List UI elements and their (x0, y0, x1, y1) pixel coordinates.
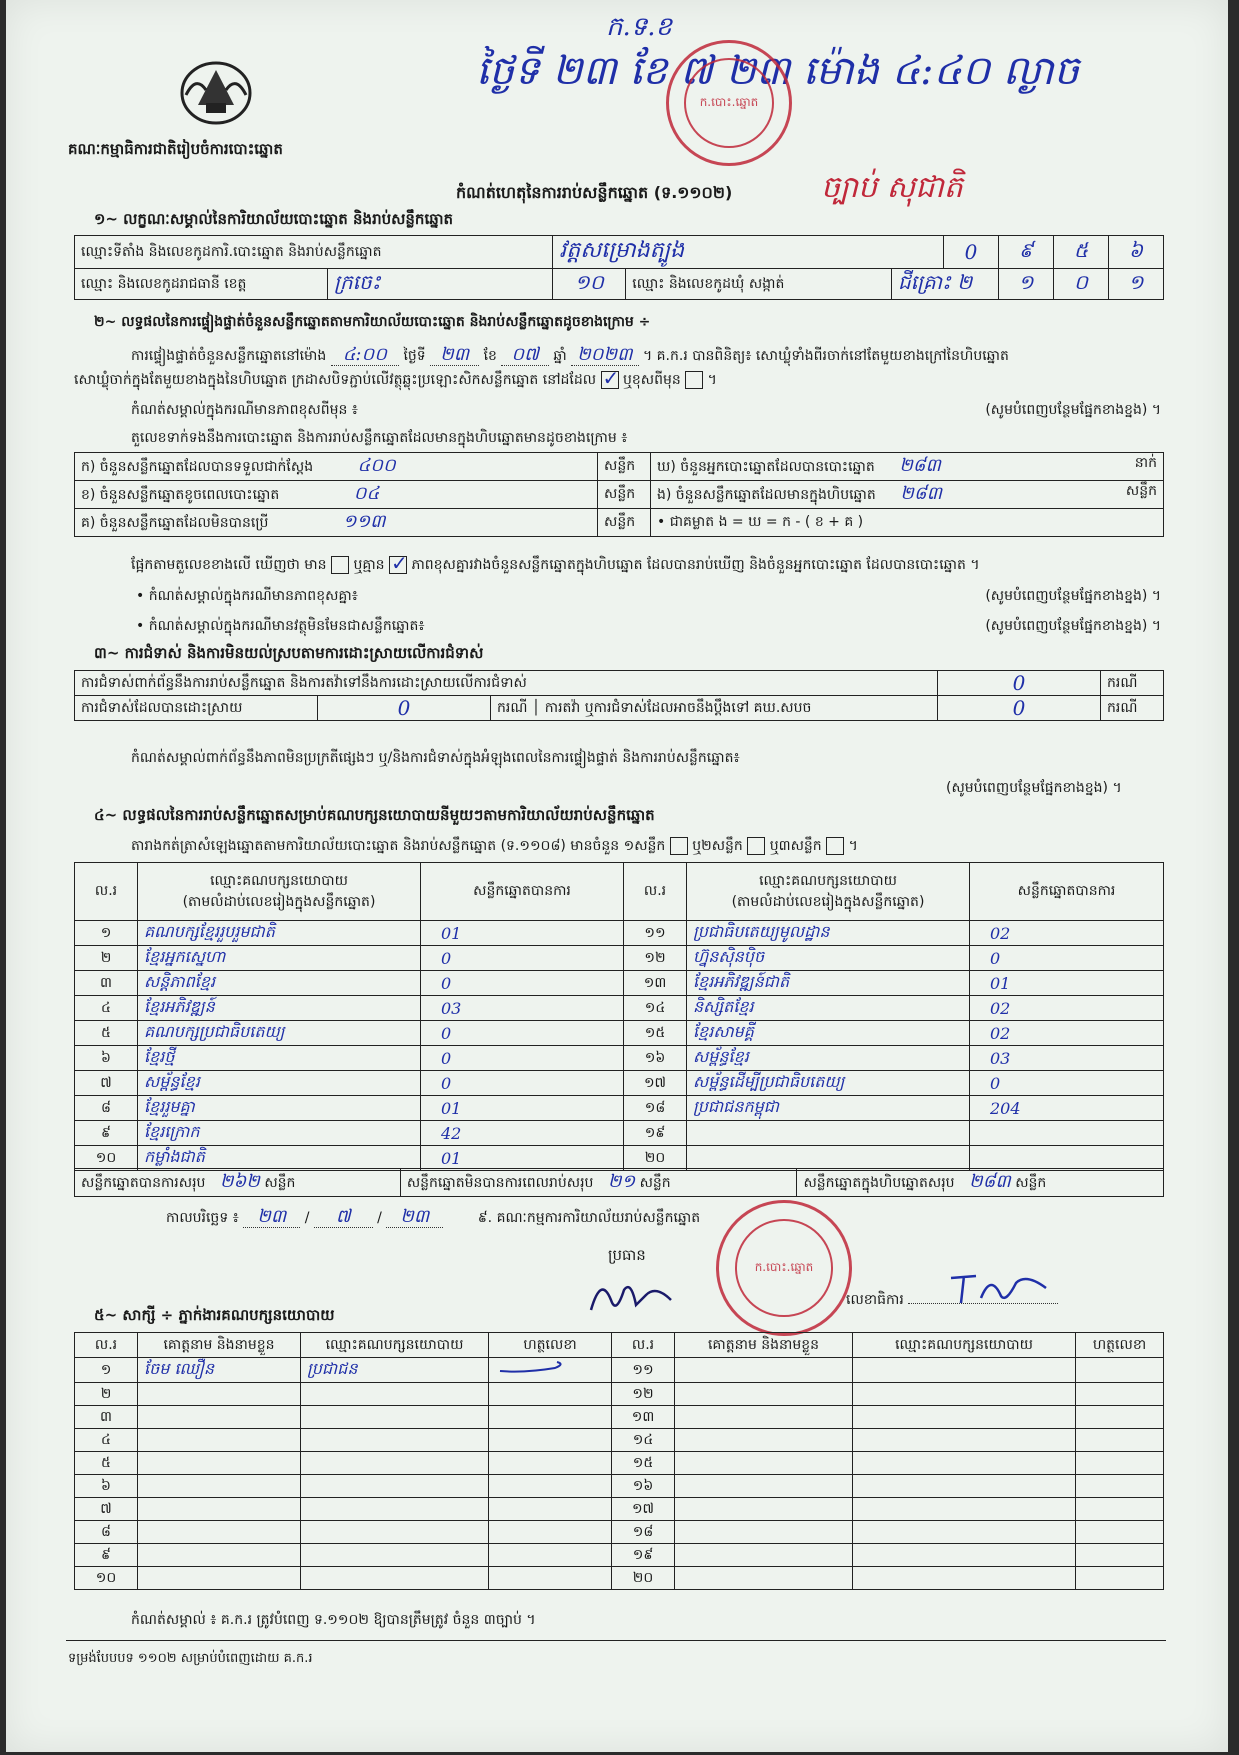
formula: • ជាគម្លាត ង = ឃ = ក - ( ខ + គ ) (651, 509, 1164, 537)
witness-no: ១៩ (612, 1544, 675, 1567)
handwritten-title-note: ច្បាប់ សុជាតិ (821, 170, 963, 205)
vote-row-no: ២ (75, 946, 138, 971)
witness-sign (489, 1452, 612, 1475)
vote-row-votes: 03 (421, 996, 624, 1021)
witness-sign (489, 1383, 612, 1406)
vote-row-party: ហ្វ៊ុនស៊ិនប៉ិច (687, 946, 970, 971)
footer-divider (66, 1640, 1166, 1641)
witness-no: ២ (75, 1383, 138, 1406)
vote-row-party: ខ្មែររួមគ្នា (138, 1096, 421, 1121)
vote-row-votes: 0 (421, 1046, 624, 1071)
witness-name (138, 1383, 301, 1406)
witness-name (675, 1452, 853, 1475)
figure-ko: គ) ចំនួនសន្លឹកឆ្នោតដែលមិនបានប្រើ ១១៣ (75, 509, 598, 537)
vote-row-party (687, 1146, 970, 1171)
col-no: ល.រ (612, 1333, 675, 1358)
tally-intro: តារាងកត់ត្រាសំឡេងឆ្នោតតាមការិយាល័យបោះឆ្នោត និងរាប់សន្លឹកឆ្នោត (ទ.១១០៨) មានចំនួន ១សន្លឹក ឬ២សន្លឹក ឬ៣សន្លឹក ។ (131, 838, 858, 854)
col-party: ឈ្មោះគណបក្សនយោបាយ (តាមលំដាប់លេខរៀងក្នុងសន្លឹកឆ្នោត) (687, 863, 970, 921)
handwritten-date-time: ថ្ងៃទី ២៣ ខែ ៧ ២៣ ម៉ោង ៤:៤០ ល្ងាច (476, 48, 1080, 94)
col-party: ឈ្មោះគណបក្សនយោបាយ (301, 1333, 489, 1358)
vote-row-party: ខ្មែរអភិវឌ្ឍន៍ (138, 996, 421, 1021)
witness-party (853, 1406, 1076, 1429)
witness-name (675, 1567, 853, 1590)
witness-sign (489, 1358, 612, 1383)
handwritten-note-small: ក.ទ.ខ (606, 12, 673, 42)
vote-row-no: ៨ (75, 1096, 138, 1121)
vote-row-votes (970, 1146, 1164, 1171)
col-name: គោត្តនាម និងនាមខ្លួន (675, 1333, 853, 1358)
witness-no: ៩ (75, 1544, 138, 1567)
vote-row-no: ៧ (75, 1071, 138, 1096)
witness-sign (1076, 1406, 1164, 1429)
witness-sign (1076, 1544, 1164, 1567)
witness-no: ៨ (75, 1521, 138, 1544)
object-note: • កំណត់សម្គាល់ក្នុងករណីមានវត្ថុមិនមែនជាសន្លឹកឆ្នោត៖ (សូមបំពេញបន្ថែមផ្នែកខាងខ្នង) ។ (136, 618, 1161, 634)
col-name: គោត្តនាម និងនាមខ្លួន (138, 1333, 301, 1358)
province-code: ១០ (553, 269, 626, 300)
section3-title: ៣~ ការជំទាស់ និងការមិនយល់ស្របតាមការដោះស្រាយលើការជំទាស់ (94, 644, 484, 662)
witness-no: ១៨ (612, 1521, 675, 1544)
witness-row (75, 1406, 1164, 1429)
witness-no: ១០ (75, 1567, 138, 1590)
location-label: ឈ្មោះទីតាំង និងលេខកូដការិ.បោះឆ្នោត និងរាប់សន្លឹកឆ្នោត (75, 236, 553, 269)
vote-row-party: ខ្មែរក្រោក (138, 1121, 421, 1146)
vote-row-no: ១៨ (624, 1096, 687, 1121)
vote-row-no: ១៦ (624, 1046, 687, 1071)
code-digit: ៦ (1109, 236, 1164, 269)
commune-code-digit: ១ (1109, 269, 1164, 300)
witness-sign (489, 1406, 612, 1429)
witness-party (853, 1521, 1076, 1544)
province-label: ឈ្មោះ និងលេខកូដរាជធានី ខេត្ត (75, 269, 328, 300)
footer-form-code: ទម្រង់បែបបទ ១១០២ សម្រាប់បំពេញដោយ គ.ក.រ (68, 1651, 313, 1666)
vote-row-party: គណបក្សខ្មែររួបរួមជាតិ (138, 921, 421, 946)
vote-row-votes: 02 (970, 996, 1164, 1021)
has-diff-checkbox[interactable] (331, 556, 349, 574)
witness-name (675, 1406, 853, 1429)
vote-row-no: ៣ (75, 971, 138, 996)
witness-party (853, 1383, 1076, 1406)
chair-label: ប្រធាន (608, 1246, 646, 1264)
objection-label: ការជំទាស់ពាក់ព័ន្ធនឹងការរាប់សន្លឹកឆ្នោត និងការតវ៉ាទៅនឹងការដោះស្រាយលើការជំទាស់ (75, 671, 938, 696)
witness-no: ៦ (75, 1475, 138, 1498)
col-sign: ហត្ថលេខា (489, 1333, 612, 1358)
same-checkbox[interactable] (601, 371, 619, 389)
section4-title: ៤~ លទ្ធផលនៃការរាប់សន្លឹកឆ្នោតសម្រាប់គណបក្សនយោបាយនីមួយៗតាមការិយាល័យរាប់សន្លឹកឆ្នោត (94, 806, 655, 824)
witness-row (75, 1567, 1164, 1590)
unit: ករណី (1101, 696, 1164, 721)
witness-name: ចែម ឈឿន (138, 1358, 301, 1383)
vote-row-no: ៩ (75, 1121, 138, 1146)
vote-row-no: ១១ (624, 921, 687, 946)
figure-kh: ខ) ចំនួនសន្លឹកឆ្នោតខូចពេលបោះឆ្នោត ០៤ (75, 481, 598, 509)
vote-row-no: ៥ (75, 1021, 138, 1046)
code-digit: 0 (944, 236, 999, 269)
location-value: វត្តសម្រោងត្បូង (553, 236, 944, 269)
vote-row-party: គណបក្សប្រជាធិបតេយ្យ (138, 1021, 421, 1046)
witness-no: ៣ (75, 1406, 138, 1429)
vote-row-votes: 02 (970, 1021, 1164, 1046)
vote-row-no: ៤ (75, 996, 138, 1021)
witness-name (138, 1567, 301, 1590)
vote-row-no: ១ (75, 921, 138, 946)
witness-no: ៧ (75, 1498, 138, 1521)
vote-row (75, 1046, 1164, 1071)
vote-row-party: សន្តិភាពខ្មែរ (138, 971, 421, 996)
witness-party (853, 1544, 1076, 1567)
vote-row-party: សម្ព័ន្ធខ្មែរ (687, 1046, 970, 1071)
vote-row-votes: 01 (421, 921, 624, 946)
witness-party (853, 1567, 1076, 1590)
commune-code-digit: ០ (1054, 269, 1109, 300)
witness-name (138, 1498, 301, 1521)
commune-label: ឈ្មោះ និងលេខកូដឃុំ សង្កាត់ (626, 269, 892, 300)
vote-row-votes: 01 (421, 1096, 624, 1121)
witness-no: ៤ (75, 1429, 138, 1452)
vote-row-no: ១០ (75, 1146, 138, 1171)
witness-name (675, 1429, 853, 1452)
secretary-signature (946, 1268, 1056, 1312)
col-party: ឈ្មោះគណបក្សនយោបាយ (តាមលំដាប់លេខរៀងក្នុងសន្លឹកឆ្នោត) (138, 863, 421, 921)
vote-row-no: ១៧ (624, 1071, 687, 1096)
vote-row-party: សម្ព័ន្ធដើម្បីប្រជាធិបតេយ្យ (687, 1071, 970, 1096)
vote-row-party: ខ្មែរថ្មី (138, 1046, 421, 1071)
witness-sign (489, 1567, 612, 1590)
witness-sign (1076, 1498, 1164, 1521)
unit: ករណី (1101, 671, 1164, 696)
witness-name (675, 1544, 853, 1567)
col-votes: សន្លឹកឆ្នោតបានការ (970, 863, 1164, 921)
vote-row (75, 946, 1164, 971)
unit: សន្លឹក (598, 481, 651, 509)
appeal-value: 0 (938, 696, 1101, 721)
witness-party (853, 1475, 1076, 1498)
witness-party (853, 1429, 1076, 1452)
vote-row-votes: 0 (970, 946, 1164, 971)
witness-table (74, 1332, 1164, 1590)
vote-row-votes: 02 (970, 921, 1164, 946)
witness-party (301, 1429, 489, 1452)
witness-name (675, 1358, 853, 1383)
vote-row-votes: 204 (970, 1096, 1164, 1121)
three-sheet-checkbox[interactable] (826, 837, 844, 855)
no-diff-checkbox[interactable] (389, 556, 407, 574)
witness-no: ១៥ (612, 1452, 675, 1475)
one-sheet-checkbox[interactable] (670, 837, 688, 855)
witness-party (853, 1358, 1076, 1383)
witness-party (301, 1521, 489, 1544)
col-sign: ហត្ថលេខា (1076, 1333, 1164, 1358)
witness-sign (1076, 1383, 1164, 1406)
vote-row (75, 921, 1164, 946)
witness-sign (1076, 1429, 1164, 1452)
section5-title: ៥~ សាក្សី ÷ ភ្នាក់ងារគណបក្សនយោបាយ (94, 1306, 335, 1324)
witness-no: ១៧ (612, 1498, 675, 1521)
witness-party (301, 1475, 489, 1498)
vote-row-no: ១៥ (624, 1021, 687, 1046)
vote-row-no: ១២ (624, 946, 687, 971)
vote-row-no: ៦ (75, 1046, 138, 1071)
witness-name (675, 1475, 853, 1498)
witness-name (138, 1452, 301, 1475)
witness-party (301, 1452, 489, 1475)
col-no: ល.រ (624, 863, 687, 921)
vote-row-votes: 0 (421, 946, 624, 971)
vote-row-votes: 0 (421, 971, 624, 996)
witness-row (75, 1475, 1164, 1498)
vote-row (75, 1121, 1164, 1146)
witness-name (138, 1521, 301, 1544)
vote-row (75, 1021, 1164, 1046)
diff-note-line: កំណត់សម្គាល់ក្នុងករណីមានភាពខុសពីមុន ៖ (សូមបំពេញបន្ថែមផ្នែកខាងខ្នង) ។ (131, 402, 1161, 418)
objection-value: 0 (938, 671, 1101, 696)
section1-title: ១~ លក្ខណៈសម្គាល់នៃការិយាល័យបោះឆ្នោត និងរាប់សន្លឹកឆ្នោត (94, 210, 454, 228)
witness-row (75, 1521, 1164, 1544)
vote-row-votes: 0 (970, 1071, 1164, 1096)
commune-code-digit: ១ (999, 269, 1054, 300)
vote-row-party: ខ្មែរអ្នកស្នេហា (138, 946, 421, 971)
commune-value: ជីគ្រោះ ២ (891, 269, 998, 300)
col-party: ឈ្មោះគណបក្សនយោបាយ (853, 1333, 1076, 1358)
witness-row (75, 1358, 1164, 1383)
vote-row-party: សម្ព័ន្ធខ្មែរ (138, 1071, 421, 1096)
witness-name (675, 1498, 853, 1521)
witness-party (301, 1567, 489, 1590)
witness-sign (489, 1475, 612, 1498)
witness-sign (1076, 1475, 1164, 1498)
unit: សន្លឹក (598, 453, 651, 481)
total-box: សន្លឹកឆ្នោតក្នុងហិបឆ្នោតសរុប ២៨៣ សន្លឹក (797, 1169, 1164, 1197)
vote-row-party: និស្សិតខ្មែរ (687, 996, 970, 1021)
vote-row-votes: 01 (421, 1146, 624, 1171)
vote-row-party: ប្រជាធិបតេយ្យមូលដ្ឋាន (687, 921, 970, 946)
witness-party: ប្រជាជន (301, 1358, 489, 1383)
verification-line2: សោឃ្លុំចាក់ក្នុងតែមួយខាងក្នុងនៃហិបឆ្នោត ក្រដាសបិទភ្ជាប់លើវត្ថុឆ្លុះប្រឡោះសិកសន្លឹកឆ្នោត នៅដដែល ✓ ឬខុសពីមុន ។ (74, 370, 717, 391)
witness-sign (1076, 1358, 1164, 1383)
total-invalid: សន្លឹកឆ្នោតមិនបានការពេលរាប់សរុប ២១ សន្លឹក (400, 1169, 797, 1197)
witness-no: ១៤ (612, 1429, 675, 1452)
witness-row (75, 1383, 1164, 1406)
different-checkbox[interactable] (685, 371, 703, 389)
witness-no: ១២ (612, 1383, 675, 1406)
vote-row-party: ខ្មែរសាមគ្គី (687, 1021, 970, 1046)
vote-row (75, 1096, 1164, 1121)
official-stamp-bottom: ក.បោះ.ឆ្នោត (716, 1200, 852, 1336)
witness-sign (489, 1544, 612, 1567)
witness-sign (489, 1429, 612, 1452)
witness-name (138, 1429, 301, 1452)
witness-row (75, 1498, 1164, 1521)
witness-party (301, 1406, 489, 1429)
vote-row-votes: 0 (421, 1071, 624, 1096)
witness-row (75, 1452, 1164, 1475)
province-value: ក្រចេះ (328, 269, 553, 300)
figure-ng: ង) ចំនួនសន្លឹកឆ្នោតដែលមានក្នុងហិបឆ្នោត ២៨៣ សន្លឹក (651, 481, 1164, 509)
witness-party (853, 1498, 1076, 1521)
vote-row-votes: 42 (421, 1121, 624, 1146)
vote-row-no: ១៣ (624, 971, 687, 996)
figure-y: ឃ) ចំនួនអ្នកបោះឆ្នោតដែលបានបោះឆ្នោត ២៨៣ នាក់ (651, 453, 1164, 481)
witness-sign (1076, 1452, 1164, 1475)
col-no: ល.រ (75, 863, 138, 921)
code-digit: ៩ (999, 236, 1054, 269)
witness-no: ១ (75, 1358, 138, 1383)
figure-k: ក) ចំនួនសន្លឹកឆ្នោតដែលបានទទួលជាក់ស្តែង ៤០០ (75, 453, 598, 481)
witness-sign (489, 1498, 612, 1521)
figures-intro: តួលេខទាក់ទងនឹងការបោះឆ្នោត និងការរាប់សន្លឹកឆ្នោតដែលមានក្នុងហិបឆ្នោតមានដូចខាងក្រោម ៖ (131, 430, 628, 446)
resolved-label: ការជំទាស់ដែលបានដោះស្រាយ (75, 696, 318, 721)
witness-sign (1076, 1521, 1164, 1544)
witness-party (853, 1452, 1076, 1475)
witness-name (675, 1383, 853, 1406)
votes-table (74, 862, 1164, 1171)
col-no: ល.រ (75, 1333, 138, 1358)
section2-title: ២~ លទ្ធផលនៃការផ្ទៀងផ្ទាត់ចំនួនសន្លឹកឆ្នោតតាមការិយាល័យបោះឆ្នោត និងរាប់សន្លឹកឆ្នោតដូចខាងក្រោម ÷ (94, 314, 651, 330)
vote-row-party: ខ្មែរអភិវឌ្ឍន៍ជាតិ (687, 971, 970, 996)
vote-row (75, 1146, 1164, 1171)
code-digit: ៥ (1054, 236, 1109, 269)
witness-sign (1076, 1567, 1164, 1590)
witness-name (138, 1544, 301, 1567)
signing-date: កាលបរិច្ឆេទ ៖ ២៣ / ៧ / ២៣ ៩. គណៈកម្មការការិយាល័យរាប់សន្លឹកឆ្នោត (166, 1206, 701, 1227)
vote-row (75, 1071, 1164, 1096)
witness-no: ២០ (612, 1567, 675, 1590)
appeal-label: ករណី │ ការតវ៉ា ឬការជំទាស់ដែលអាចនឹងប្តឹងទៅ គឃ.សបច (491, 696, 938, 721)
official-stamp-top: ក.បោះ.ឆ្នោត (666, 40, 792, 166)
form-title: កំណត់ហេតុនៃការរាប់សន្លឹកឆ្នោត (ទ.១១០២) (456, 183, 733, 202)
footnote: កំណត់សម្គាល់ ៖ គ.ក.រ ត្រូវបំពេញ ទ.១១០២ ឱ្យបានត្រឹមត្រូវ ចំនួន ៣ច្បាប់ ។ (131, 1612, 536, 1628)
votes-total-table (74, 1168, 1164, 1197)
chair-signature (586, 1270, 676, 1324)
witness-no: ១៣ (612, 1406, 675, 1429)
witness-sign (489, 1521, 612, 1544)
witness-row (75, 1544, 1164, 1567)
fill-hint: (សូមបំពេញបន្ថែមផ្នែកខាងខ្នង) ។ (946, 780, 1122, 796)
witness-no: ១៦ (612, 1475, 675, 1498)
vote-row-party (687, 1121, 970, 1146)
two-sheet-checkbox[interactable] (747, 837, 765, 855)
witness-party (301, 1383, 489, 1406)
vote-row (75, 971, 1164, 996)
witness-no: ៥ (75, 1452, 138, 1475)
diff-note: • កំណត់សម្គាល់ក្នុងករណីមានភាពខុសគ្នា៖ (សូមបំពេញបន្ថែមផ្នែកខាងខ្នង) ។ (136, 588, 1161, 604)
vote-row (75, 996, 1164, 1021)
resolved-value: 0 (318, 696, 491, 721)
witness-party (301, 1544, 489, 1567)
vote-row-no: ១៤ (624, 996, 687, 1021)
witness-name (675, 1521, 853, 1544)
vote-row-party: ប្រជាជនកម្ពុជា (687, 1096, 970, 1121)
form-paper (6, 0, 1228, 1752)
witness-row (75, 1429, 1164, 1452)
verification-line1: ការផ្ទៀងផ្ទាត់ចំនួនសន្លឹកឆ្នោតនៅម៉ោង ៤:០០ ថ្ងៃទី ២៣ ខែ ០៧ ឆ្នាំ ២០២៣ ។ គ.ក.រ បានពិនិត្យ៖ សោឃ្លុំទាំងពីរចាក់នៅតែមួយខាងក្រៅនៃហិបឆ្នោត (131, 344, 1009, 365)
witness-name (138, 1406, 301, 1429)
vote-row-votes (970, 1121, 1164, 1146)
vote-row-party: កម្លាំងជាតិ (138, 1146, 421, 1171)
witness-party (301, 1498, 489, 1521)
secretary-line: លេខាធិការ (846, 1290, 1058, 1311)
vote-row-votes: 0 (421, 1021, 624, 1046)
vote-row-votes: 01 (970, 971, 1164, 996)
objection-table (74, 670, 1164, 721)
nec-emblem-icon (176, 55, 256, 130)
figures-table (74, 452, 1164, 537)
irregularity-note: កំណត់សម្គាល់ពាក់ព័ន្ធនឹងភាពមិនប្រក្រតីផ្សេងៗ ឬ/និងការជំទាស់ក្នុងអំឡុងពេលនៃការផ្ទៀងផ្ទាត់ និងការរាប់សន្លឹកឆ្នោត៖ (131, 750, 740, 766)
witness-name (138, 1475, 301, 1498)
vote-row-no: ១៩ (624, 1121, 687, 1146)
committee-name: គណៈកម្មាធិការជាតិរៀបចំការបោះឆ្នោត (68, 140, 283, 158)
difference-line: ផ្អែកតាមតួលេខខាងលើ ឃើញថា មាន ឬគ្មាន ✓ ភាពខុសគ្នារវាងចំនួនសន្លឹកឆ្នោតក្នុងហិបឆ្នោត ដែលបានរាប់ឃើញ និងចំនួនអ្នកបោះឆ្នោត ដែលបានបោះឆ្នោត ។ (131, 555, 980, 576)
total-valid: សន្លឹកឆ្នោតបានការសរុប ២៦២ សន្លឹក (75, 1169, 401, 1197)
witness-no: ១១ (612, 1358, 675, 1383)
unit: សន្លឹក (598, 509, 651, 537)
col-votes: សន្លឹកឆ្នោតបានការ (421, 863, 624, 921)
section1-table (74, 235, 1164, 300)
vote-row-no: ២០ (624, 1146, 687, 1171)
vote-row-votes: 03 (970, 1046, 1164, 1071)
